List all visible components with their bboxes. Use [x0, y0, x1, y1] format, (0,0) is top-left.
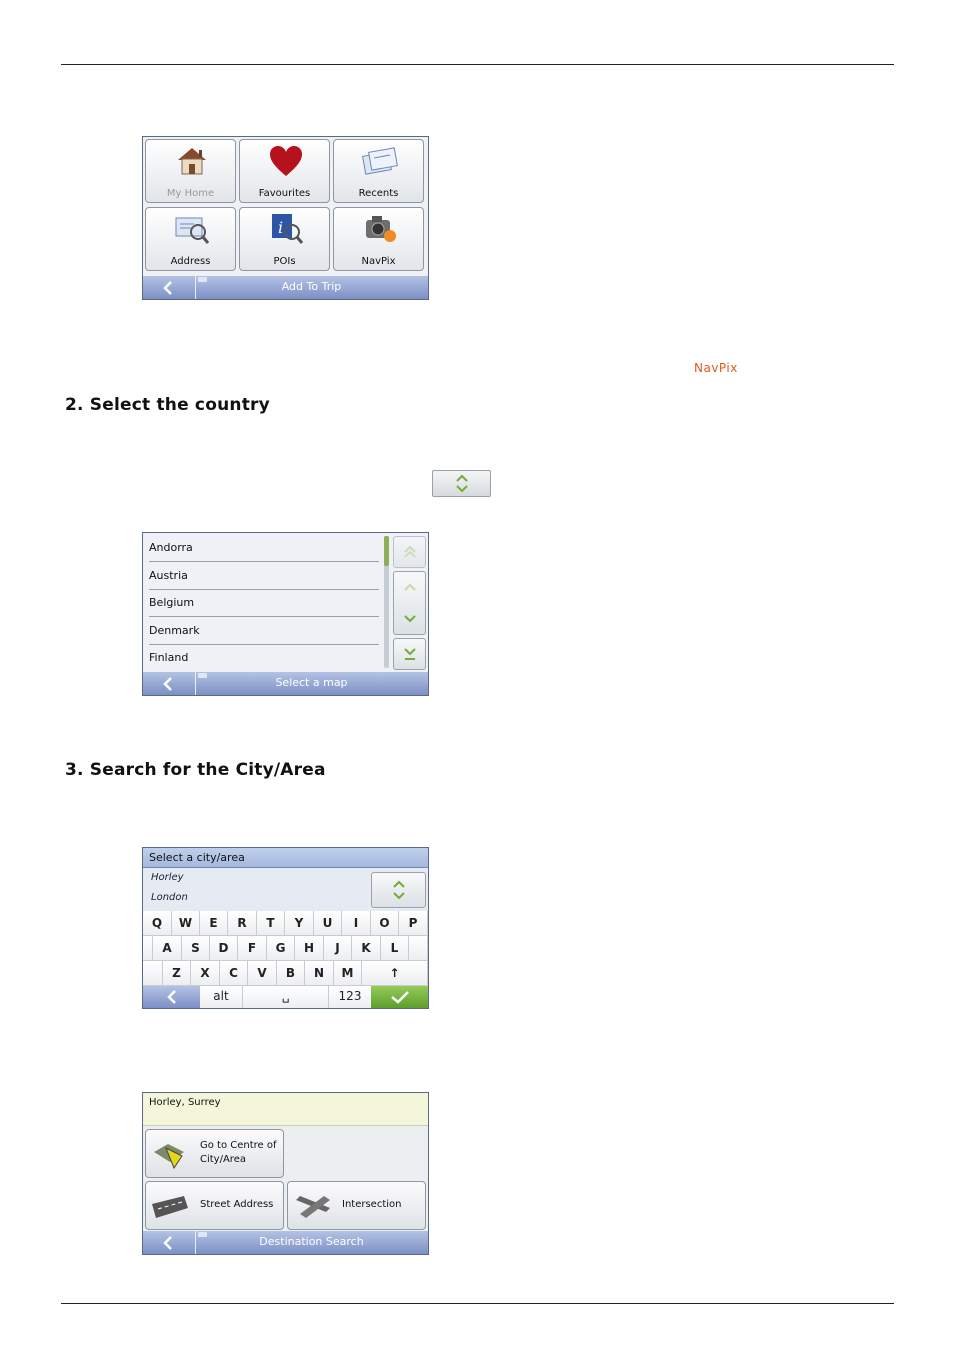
key[interactable]: V	[248, 961, 277, 986]
key[interactable]: G	[267, 936, 295, 961]
tile-label: Recents	[358, 188, 399, 199]
street-icon	[150, 1194, 190, 1220]
key[interactable]: Q	[143, 911, 172, 936]
key[interactable]: N	[305, 961, 334, 986]
button-label: Intersection	[342, 1199, 402, 1210]
intersection-button[interactable]	[287, 1181, 426, 1230]
top-rule	[61, 64, 894, 65]
recent-entry[interactable]: Horley	[151, 872, 184, 883]
key[interactable]: L	[381, 936, 409, 961]
add-to-trip-screen	[142, 136, 429, 300]
poi-search-icon	[268, 212, 304, 246]
key[interactable]: F	[238, 936, 267, 961]
scroll-button-illustration	[432, 470, 491, 497]
bar-title: Destination Search	[259, 1235, 364, 1248]
button-label: Go to Centre of City/Area	[200, 1140, 277, 1165]
key-spacer	[143, 936, 153, 961]
favourites-tile[interactable]	[239, 139, 330, 203]
back-button[interactable]	[143, 672, 196, 695]
check-icon	[390, 990, 410, 1004]
destination-search-screen	[142, 1092, 429, 1255]
scroll-bottom-button[interactable]	[393, 638, 426, 670]
key[interactable]: Z	[163, 961, 191, 986]
list-item[interactable]: Andorra	[149, 534, 379, 562]
key[interactable]: C	[220, 961, 248, 986]
step-3-heading: 3. Search for the City/Area	[65, 760, 326, 780]
key[interactable]: U	[314, 911, 342, 936]
list-item[interactable]: Austria	[149, 562, 379, 590]
key[interactable]: X	[191, 961, 220, 986]
shift-key[interactable]: ↑	[362, 961, 428, 986]
tile-label: Favourites	[258, 188, 311, 199]
recent-scroll-button[interactable]	[371, 872, 426, 908]
key[interactable]: E	[200, 911, 228, 936]
pois-tile[interactable]	[239, 207, 330, 271]
street-address-button[interactable]	[145, 1181, 284, 1230]
key-row-2	[143, 936, 428, 961]
chevron-down-icon	[403, 614, 417, 624]
navpix-link[interactable]: NavPix	[694, 361, 738, 375]
keyboard-header: Select a city/area	[143, 848, 428, 868]
key[interactable]: D	[210, 936, 238, 961]
bottom-rule	[61, 1303, 894, 1304]
keyboard-bottom-bar	[143, 986, 428, 1008]
double-up-icon	[403, 545, 417, 559]
select-map-screen	[142, 532, 429, 696]
intersection-icon	[294, 1192, 332, 1220]
key-row-1	[143, 911, 428, 936]
back-arrow-icon	[167, 990, 177, 1004]
bottom-bar	[143, 276, 428, 299]
my-home-tile[interactable]	[145, 139, 236, 203]
scrollbar-thumb[interactable]	[384, 536, 389, 566]
bar-title: Select a map	[275, 676, 348, 689]
back-button[interactable]	[143, 986, 200, 1008]
back-arrow-icon	[163, 677, 173, 691]
heart-icon	[268, 144, 304, 178]
confirm-button[interactable]	[371, 986, 428, 1008]
back-button[interactable]	[143, 276, 196, 299]
key[interactable]: H	[295, 936, 324, 961]
svg-text:i: i	[278, 218, 284, 237]
back-button[interactable]	[143, 1231, 196, 1254]
tile-label: POIs	[273, 256, 296, 267]
tile-label: Address	[170, 256, 211, 267]
scroll-updown-button[interactable]	[393, 571, 426, 635]
list-item[interactable]: Denmark	[149, 617, 379, 645]
bottom-bar	[143, 672, 428, 695]
scroll-top-button[interactable]	[393, 536, 426, 568]
bar-title: Add To Trip	[281, 280, 342, 293]
map-arrow-icon	[152, 1138, 188, 1170]
list-item[interactable]: Finland	[149, 651, 189, 664]
up-down-chevron-icon	[455, 474, 469, 493]
envelopes-icon	[362, 144, 398, 178]
key[interactable]: T	[257, 911, 285, 936]
key-spacer	[409, 936, 428, 961]
recents-tile[interactable]	[333, 139, 424, 203]
recent-entry[interactable]: London	[151, 892, 188, 903]
address-tile[interactable]	[145, 207, 236, 271]
back-arrow-icon	[163, 1236, 173, 1250]
key[interactable]: R	[228, 911, 257, 936]
navpix-tile[interactable]	[333, 207, 424, 271]
chevron-up-icon	[403, 582, 417, 592]
go-to-centre-button[interactable]	[145, 1129, 284, 1178]
bottom-bar	[143, 1231, 428, 1254]
numbers-key[interactable]: 123	[329, 986, 371, 1008]
keyboard-screen	[142, 847, 429, 1009]
key[interactable]: Y	[285, 911, 314, 936]
button-label: Street Address	[200, 1199, 274, 1210]
key[interactable]: B	[277, 961, 305, 986]
selected-location: Horley, Surrey	[143, 1093, 428, 1126]
key[interactable]: W	[172, 911, 200, 936]
tile-label: NavPix	[361, 256, 396, 267]
double-down-icon	[403, 647, 417, 661]
house-icon	[174, 144, 210, 178]
key[interactable]: O	[371, 911, 399, 936]
camera-icon	[362, 212, 398, 246]
key-row-3	[143, 961, 428, 986]
key[interactable]: M	[334, 961, 362, 986]
alt-key[interactable]: alt	[200, 986, 243, 1008]
key-spacer	[143, 961, 163, 986]
step-2-heading: 2. Select the country	[65, 395, 270, 415]
key[interactable]: I	[342, 911, 371, 936]
key[interactable]: P	[399, 911, 428, 936]
key[interactable]: J	[324, 936, 352, 961]
key[interactable]: K	[352, 936, 381, 961]
up-down-chevron-icon	[392, 880, 406, 900]
key[interactable]: A	[153, 936, 182, 961]
key[interactable]: S	[182, 936, 210, 961]
list-item[interactable]: Belgium	[149, 589, 379, 617]
space-key[interactable]: ␣	[243, 986, 329, 1008]
tile-label: My Home	[166, 188, 215, 199]
address-search-icon	[174, 212, 210, 246]
back-arrow-icon	[163, 281, 173, 295]
